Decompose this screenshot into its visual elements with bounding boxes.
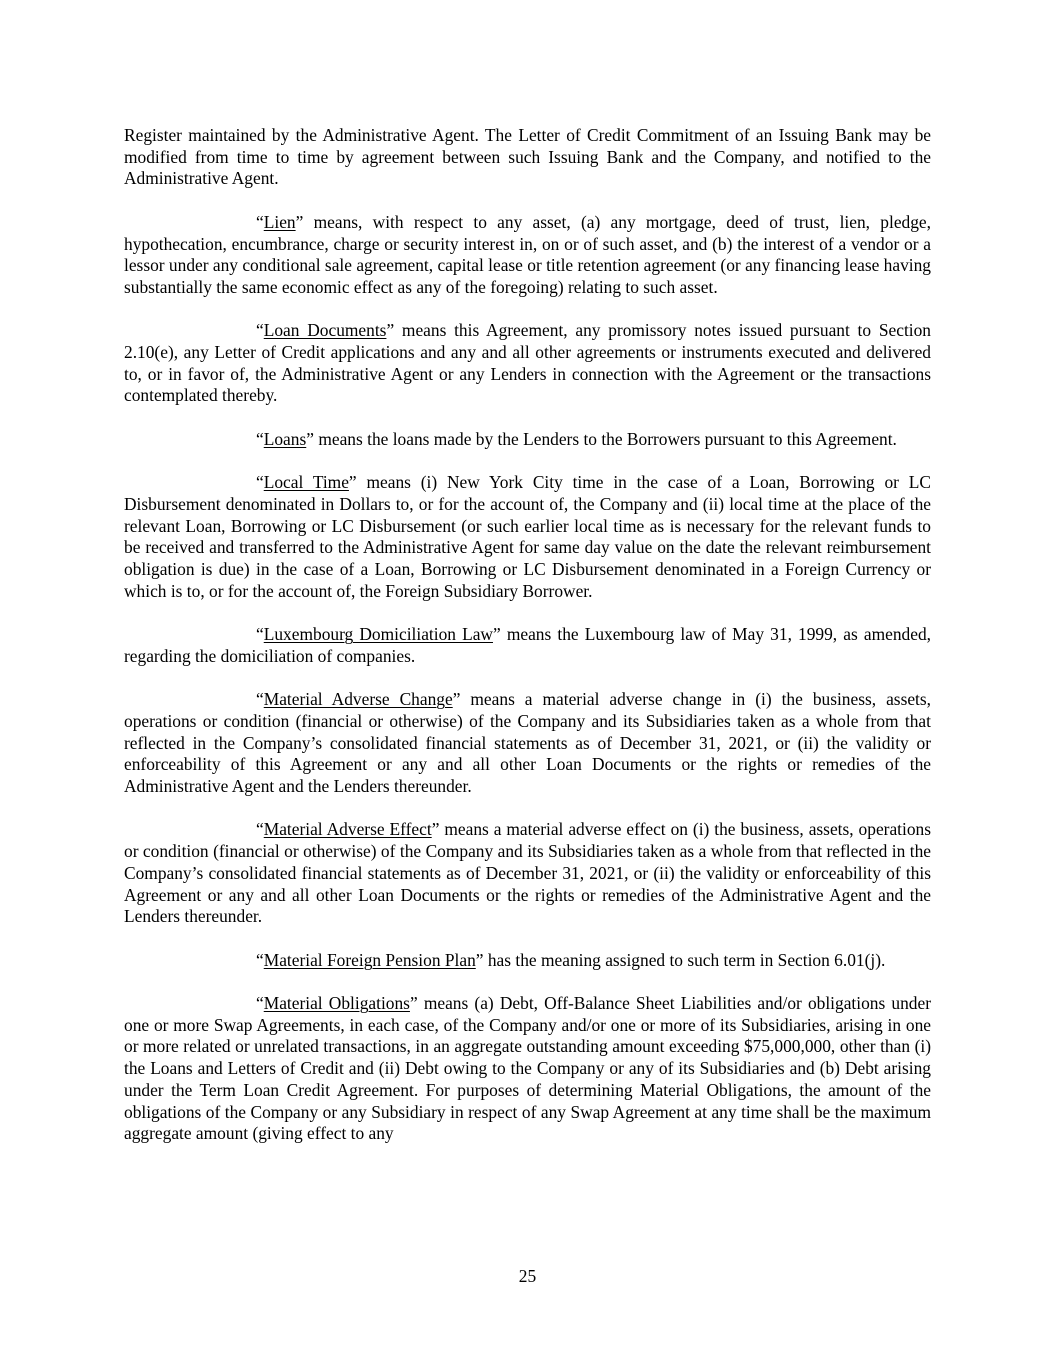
page-number: 25 bbox=[518, 1266, 537, 1286]
definition-luxembourg-domiciliation-law: “Luxembourg Domiciliation Law” means the Luxembourg law of May 31, 1999, as amended, regarding the domiciliation of companies. bbox=[124, 624, 931, 666]
definition-local-time: “Local Time” means (i) New York City time in the case of a Loan, Borrowing or LC Disbursement denominated in Dollars to, or for the account of, the Company and (ii) local time at the place of the relevant Loan, Borrowing or LC Disbursement (or such earlier local time as is necessary for the relevant funds to be received and transferred to the Administrative Agent for same day value on the date the relevant reimbursement obligation is due) in the case of a Loan, Borrowing or LC Disbursement denominated in a Foreign Currency or which is to, or for the account of, the Foreign Subsidiary Borrower. bbox=[124, 472, 931, 601]
defined-term: Loan Documents bbox=[263, 320, 387, 341]
defined-term: Material Adverse Effect bbox=[263, 819, 432, 840]
definition-material-foreign-pension-plan: “Material Foreign Pension Plan” has the meaning assigned to such term in Section 6.01(j). bbox=[256, 949, 886, 970]
defined-term: Material Obligations bbox=[263, 992, 410, 1013]
defined-term: Material Adverse Change bbox=[263, 689, 453, 710]
definition-material-obligations: “Material Obligations” means (a) Debt, Off-Balance Sheet Liabilities and/or obligations under one or more Swap Agreements, in each case, of the Company and/or one or more of its Subsidiaries, arising in one or more related or unrelated transactions, in an aggregate outstanding amount exceeding $75,000,000, other than (i) the Loans and Letters of Credit and (ii) Debt owing to the Company or any of its Subsidiaries and (b) Debt arising under the Term Loan Credit Agreement. For purposes of determining Material Obligations, the amount of the obligations of the Company or any Subsidiary in respect of any Swap Agreement at any time shall be the maximum aggregate amount (giving effect to any bbox=[124, 992, 931, 1144]
definition-lien: “Lien” means, with respect to any asset, (a) any mortgage, deed of trust, lien, pledge, hypothecation, encumbrance, charge or security interest in, on or of such asset, and (b) the interest of a vendor or a lessor under any conditional sale agreement, capital lease or title retention agreement (or any financing lease having substantially the same economic effect as any of the foregoing) relating to such asset. bbox=[124, 211, 931, 297]
definition-loan-documents: “Loan Documents” means this Agreement, any promissory notes issued pursuant to Section 2.10(e), any Letter of Credit applications and any and all other agreements or instruments executed and delivered to, or in favor of, the Administrative Agent or any Lenders in connection with the Agreement or the transactions contemplated thereby. bbox=[124, 320, 931, 406]
definition-body: has the meaning assigned to such term in Section 6.01(j). bbox=[483, 949, 886, 970]
opening-paragraph: Register maintained by the Administrative Agent. The Letter of Credit Commitment of an Issuing Bank may be modified from time to time by agreement between such Issuing Bank and the Company, and notified to the Administrative Agent. bbox=[124, 125, 931, 189]
definition-body: means a material adverse change in (i) the business, assets, operations or condition (financial or otherwise) of the Company and its Subsidiaries taken as a whole from that reflected in the Company’s consolidated financial statements as of December 31, 2021, or (ii) the validity or enforceability of this Agreement or any and all other Loan Documents or the rights or remedies of the Administrative Agent and the Lenders thereunder. bbox=[124, 689, 931, 796]
defined-term: Loans bbox=[263, 428, 307, 449]
definition-body: means a material adverse effect on (i) the business, assets, operations or condition (financial or otherwise) of the Company and its Subsidiaries taken as a whole from that reflected in the Company’s consolidated financial statements as of December 31, 2021, or (ii) the validity or enforceability of this Agreement or any and all other Loan Documents or the rights or remedies of the Administrative Agent and the Lenders thereunder. bbox=[124, 819, 931, 927]
document-page bbox=[124, 125, 931, 1167]
definition-material-adverse-effect: “Material Adverse Effect” means a material adverse effect on (i) the business, assets, operations or condition (financial or otherwise) of the Company and its Subsidiaries taken as a whole from that reflected in the Company’s consolidated financial statements as of December 31, 2021, or (ii) the validity or enforceability of this Agreement or any and all other Loan Documents or the rights or remedies of the Administrative Agent and the Lenders thereunder. bbox=[124, 819, 931, 927]
definition-body: means the loans made by the Lenders to the Borrowers pursuant to this Agreement. bbox=[313, 428, 897, 449]
definition-material-adverse-change: “Material Adverse Change” means a material adverse change in (i) the business, assets, operations or condition (financial or otherwise) of the Company and its Subsidiaries taken as a whole from that reflected in the Company’s consolidated financial statements as of December 31, 2021, or (ii) the validity or enforceability of this Agreement or any and all other Loan Documents or the rights or remedies of the Administrative Agent and the Lenders thereunder. bbox=[124, 689, 931, 796]
defined-term: Luxembourg Domiciliation Law bbox=[263, 624, 493, 645]
defined-term: Material Foreign Pension Plan bbox=[263, 949, 476, 970]
definition-loans: “Loans” means the loans made by the Lenders to the Borrowers pursuant to this Agreement. bbox=[256, 428, 897, 449]
definition-body: means this Agreement, any promissory notes issued pursuant to Section 2.10(e), any Letter of Credit applications and any and all other agreements or instruments executed and delivered to, or in favor of, the Administrative Agent or any Lenders in connection with the Agreement or the transactions contemplated thereby. bbox=[124, 320, 931, 406]
definition-body: means (i) New York City time in the case of a Loan, Borrowing or LC Disbursement denominated in Dollars to, or for the account of, the Company and (ii) local time at the place of the relevant Loan, Borrowing or LC Disbursement (or such earlier local time as is necessary for the relevant funds to be received and transferred to the Administrative Agent for same day value on the date the relevant reimbursement obligation is due) in the case of a Loan, Borrowing or LC Disbursement denominated in a Foreign Currency or which is to, or for the account of, the Foreign Subsidiary Borrower. bbox=[124, 472, 931, 601]
definition-body: means the Luxembourg law of May 31, 1999, as amended, regarding the domiciliation of companies. bbox=[124, 624, 931, 666]
defined-term: Lien bbox=[263, 211, 296, 232]
definition-body: means (a) Debt, Off-Balance Sheet Liabilities and/or obligations under one or more Swap Agreements, in each case, of the Company and/or one or more of its Subsidiaries, arising in one or more related or unrelated transactions, in an aggregate outstanding amount exceeding $75,000,000, other than (i) the Loans and Letters of Credit and (ii) Debt owing to the Company or any of its Subsidiaries and (b) Debt arising under the Term Loan Credit Agreement. For purposes of determining Material Obligations, the amount of the obligations of the Company or any Subsidiary in respect of any Swap Agreement at any time shall be the maximum aggregate amount (giving effect to any bbox=[124, 992, 931, 1144]
definition-body: means, with respect to any asset, (a) any mortgage, deed of trust, lien, pledge, hypothecation, encumbrance, charge or security interest in, on or of such asset, and (b) the interest of a vendor or a lessor under any conditional sale agreement, capital lease or title retention agreement (or any financing lease having substantially the same economic effect as any of the foregoing) relating to such asset. bbox=[124, 211, 931, 297]
defined-term: Local Time bbox=[263, 472, 349, 493]
